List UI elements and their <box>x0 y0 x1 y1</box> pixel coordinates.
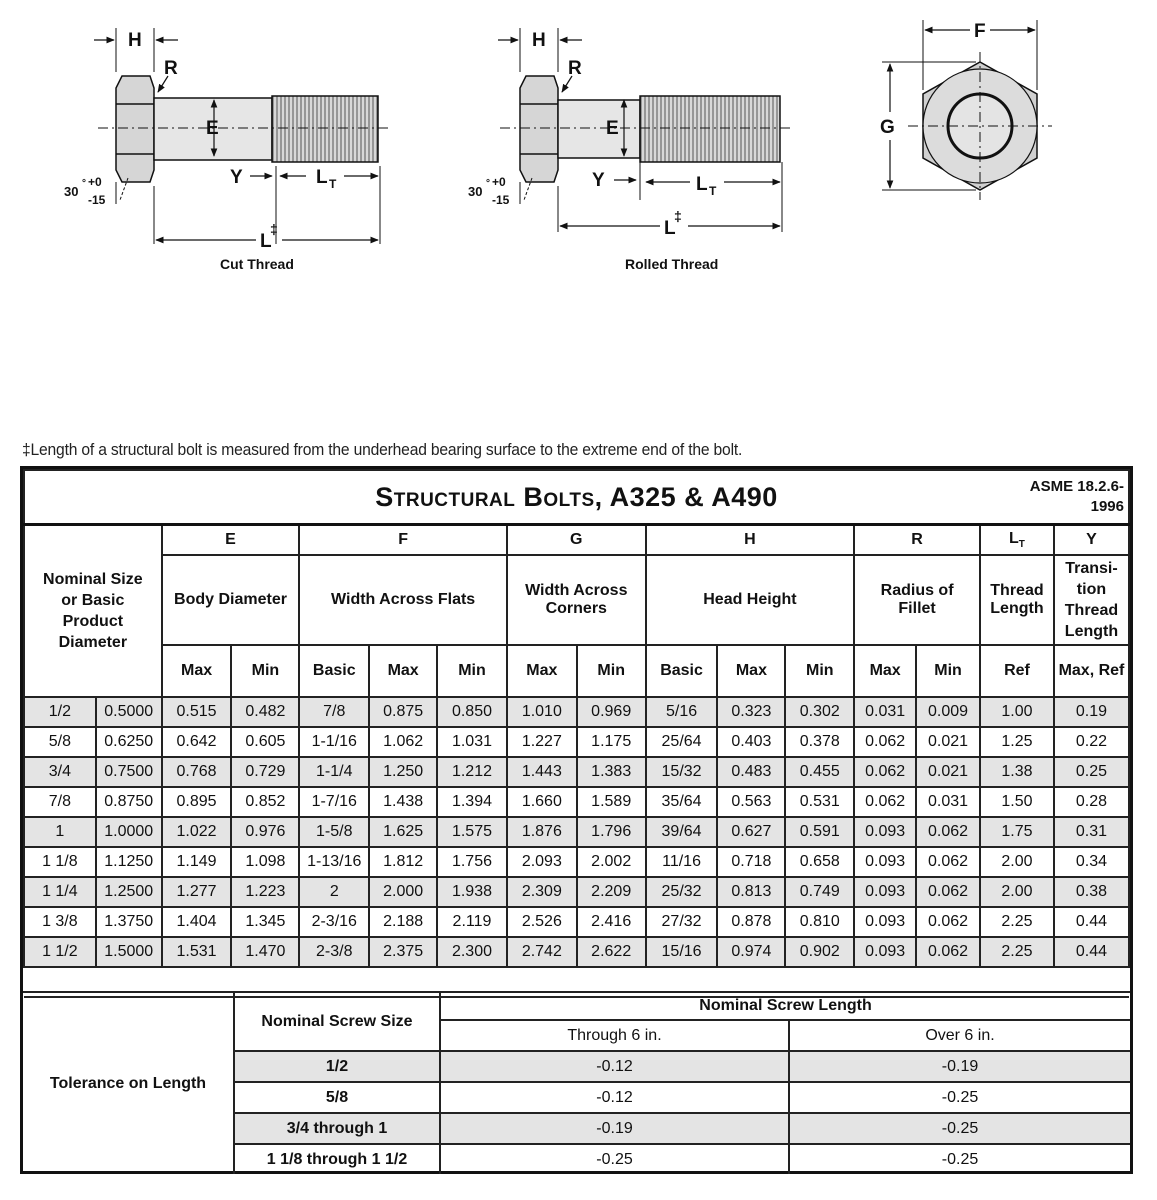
table-cell: 1.3750 <box>96 907 162 937</box>
table-cell: 27/32 <box>646 907 718 937</box>
table-title: Structural Bolts, A325 & A490 <box>375 481 778 512</box>
group-name-head-height: Head Height <box>646 555 855 645</box>
label-LT-rolled: L <box>696 174 708 195</box>
table-cell: 1.149 <box>162 847 232 877</box>
label-H-rolled: H <box>532 30 546 51</box>
table-cell: 1.404 <box>162 907 232 937</box>
table-cell: 7/8 <box>24 787 96 817</box>
table-cell: 1 1/4 <box>24 877 96 907</box>
table-cell: 0.718 <box>717 847 785 877</box>
subheader-cell: Basic <box>299 645 369 697</box>
table-cell: 0.605 <box>231 727 299 757</box>
table-cell: 1.1250 <box>96 847 162 877</box>
table-cell: 0.5000 <box>96 697 162 727</box>
table-cell: 0.093 <box>854 937 916 967</box>
label-L-sup-rolled: ‡ <box>674 208 682 224</box>
caption-rolled-thread: Rolled Thread <box>625 256 719 272</box>
table-cell: 1.394 <box>437 787 507 817</box>
label-LT-sub-rolled: T <box>709 184 717 198</box>
table-cell: 2.119 <box>437 907 507 937</box>
label-L-cut: L <box>260 231 272 252</box>
table-cell: 2.622 <box>577 937 646 967</box>
table-cell: 15/32 <box>646 757 718 787</box>
tolerance-value-cell: -0.12 <box>440 1051 789 1082</box>
table-cell: 0.25 <box>1054 757 1129 787</box>
tolerance-value-cell: -0.25 <box>789 1113 1130 1144</box>
table-row <box>24 937 1129 967</box>
label-tol-plus-cut: +0 <box>88 175 102 189</box>
label-Y-cut: Y <box>230 167 243 188</box>
table-cell: 7/8 <box>299 697 369 727</box>
table-cell: 1.50 <box>980 787 1054 817</box>
subheader-cell: Min <box>231 645 299 697</box>
table-cell: 0.28 <box>1054 787 1129 817</box>
table-cell: 1.531 <box>162 937 232 967</box>
table-cell: 0.093 <box>854 847 916 877</box>
table-row <box>24 847 1129 877</box>
table-cell: 0.875 <box>369 697 437 727</box>
table-cell: 1.938 <box>437 877 507 907</box>
table-cell: 0.878 <box>717 907 785 937</box>
group-name-width-across-corners: Width Across Corners <box>507 555 646 645</box>
subheader-cell: Max <box>717 645 785 697</box>
subheader-cell: Max <box>369 645 437 697</box>
asme-standard <box>1030 477 1124 517</box>
table-cell: 1.0000 <box>96 817 162 847</box>
table-cell: 0.38 <box>1054 877 1129 907</box>
tolerance-table <box>23 991 1130 1174</box>
table-cell: 0.062 <box>916 937 980 967</box>
table-cell: 0.850 <box>437 697 507 727</box>
label-LT-cut: L <box>316 167 328 188</box>
label-E-rolled: E <box>606 118 619 139</box>
table-cell: 0.813 <box>717 877 785 907</box>
table-cell: 1.443 <box>507 757 577 787</box>
table-cell: 1 3/8 <box>24 907 96 937</box>
group-letter-R: R <box>854 525 980 555</box>
table-cell: 0.093 <box>854 877 916 907</box>
table-cell: 1.756 <box>437 847 507 877</box>
table-cell: 1.625 <box>369 817 437 847</box>
label-H-cut: H <box>128 30 142 51</box>
table-cell: 0.591 <box>785 817 854 847</box>
table-cell: 0.902 <box>785 937 854 967</box>
label-L-rolled: L <box>664 218 676 239</box>
table-cell: 2.25 <box>980 937 1054 967</box>
label-deg-rolled: ° <box>486 178 490 189</box>
group-name-radius-of-fillet: Radius of Fillet <box>854 555 980 645</box>
tolerance-value-cell: -0.25 <box>789 1082 1130 1113</box>
tolerance-size-cell: 1/2 <box>234 1051 440 1082</box>
table-cell: 1-7/16 <box>299 787 369 817</box>
table-cell: 2 <box>299 877 369 907</box>
subheader-cell: Max, Ref <box>1054 645 1129 697</box>
table-cell: 0.19 <box>1054 697 1129 727</box>
subheader-cell: Max <box>507 645 577 697</box>
group-letter-E: E <box>162 525 300 555</box>
table-title-cell <box>24 470 1129 525</box>
table-cell: 0.852 <box>231 787 299 817</box>
subheader-cell: Ref <box>980 645 1054 697</box>
label-tol-plus-rolled: +0 <box>492 175 506 189</box>
table-cell: 0.062 <box>916 817 980 847</box>
table-cell: 0.810 <box>785 907 854 937</box>
table-cell: 1-5/8 <box>299 817 369 847</box>
table-cell: 5/16 <box>646 697 718 727</box>
table-cell: 1-1/4 <box>299 757 369 787</box>
table-cell: 0.6250 <box>96 727 162 757</box>
table-cell: 1.2500 <box>96 877 162 907</box>
tolerance-value-cell: -0.19 <box>789 1051 1130 1082</box>
label-tol-minus-cut: -15 <box>88 193 106 207</box>
table-cell: 1.022 <box>162 817 232 847</box>
table-cell: 0.062 <box>916 877 980 907</box>
table-cell: 1-1/16 <box>299 727 369 757</box>
label-E-cut: E <box>206 118 219 139</box>
subheader-cell: Max <box>854 645 916 697</box>
table-cell: 0.093 <box>854 817 916 847</box>
nominal-screw-length-header: Nominal Screw Length <box>440 992 1130 1020</box>
table-row <box>24 697 1129 727</box>
cut-thread-bolt <box>94 28 392 244</box>
table-cell: 1.250 <box>369 757 437 787</box>
table-cell: 0.44 <box>1054 937 1129 967</box>
group-letter-H: H <box>646 525 855 555</box>
tolerance-value-cell: -0.19 <box>440 1113 789 1144</box>
table-body <box>24 697 1129 967</box>
table-cell: 0.093 <box>854 907 916 937</box>
table-cell: 2.093 <box>507 847 577 877</box>
tolerance-size-cell: 3/4 through 1 <box>234 1113 440 1144</box>
table-cell: 1.010 <box>507 697 577 727</box>
hex-head-view <box>882 20 1052 200</box>
tolerance-label: Tolerance on Length <box>23 992 234 1174</box>
table-cell: 1.175 <box>577 727 646 757</box>
label-deg-cut: ° <box>82 178 86 189</box>
table-cell: 1.575 <box>437 817 507 847</box>
table-cell: 0.031 <box>854 697 916 727</box>
table-cell: 0.323 <box>717 697 785 727</box>
table-cell: 2.526 <box>507 907 577 937</box>
subheader-cell: Max <box>162 645 232 697</box>
table-cell: 1.796 <box>577 817 646 847</box>
table-cell: 0.22 <box>1054 727 1129 757</box>
table-cell: 2-3/16 <box>299 907 369 937</box>
length-footnote: ‡Length of a structural bolt is measured from the underhead bearing surface to the extreme end of the bolt. <box>22 440 743 459</box>
subheader-cell: Basic <box>646 645 718 697</box>
nominal-size-header: Nominal Size or Basic Product Diameter <box>24 525 162 697</box>
label-R-rolled: R <box>568 58 582 79</box>
table-cell: 0.531 <box>785 787 854 817</box>
group-name-thread-length: Thread Length <box>980 555 1054 645</box>
table-cell: 1 1/2 <box>24 937 96 967</box>
table-cell: 2.209 <box>577 877 646 907</box>
table-cell: 1.660 <box>507 787 577 817</box>
bolt-diagrams <box>0 0 1157 300</box>
table-cell: 1.031 <box>437 727 507 757</box>
table-cell: 0.062 <box>916 847 980 877</box>
table-cell: 2.188 <box>369 907 437 937</box>
tolerance-value-cell: -0.25 <box>789 1144 1130 1174</box>
table-cell: 0.302 <box>785 697 854 727</box>
subheader-cell: Min <box>577 645 646 697</box>
label-angle-cut: 30 <box>64 184 79 199</box>
table-cell: 0.974 <box>717 937 785 967</box>
table-cell: 1.062 <box>369 727 437 757</box>
label-Y-rolled: Y <box>592 170 605 191</box>
group-letter-LT: $L_T$ <box>980 525 1054 555</box>
table-cell: 1.876 <box>507 817 577 847</box>
label-F: F <box>974 21 986 42</box>
table-cell: 1.38 <box>980 757 1054 787</box>
table-cell: 1.345 <box>231 907 299 937</box>
table-row <box>24 727 1129 757</box>
table-cell: 0.062 <box>854 727 916 757</box>
label-G: G <box>880 117 895 138</box>
table-cell: 0.969 <box>577 697 646 727</box>
table-cell: 0.768 <box>162 757 232 787</box>
table-cell: 0.8750 <box>96 787 162 817</box>
table-cell: 1.5000 <box>96 937 162 967</box>
table-cell: 0.729 <box>231 757 299 787</box>
tolerance-size-cell: 5/8 <box>234 1082 440 1113</box>
through-6-header: Through 6 in. <box>440 1020 789 1051</box>
table-cell: 0.563 <box>717 787 785 817</box>
table-row <box>24 817 1129 847</box>
table-cell: 0.062 <box>854 757 916 787</box>
group-letter-G: G <box>507 525 646 555</box>
table-cell: 2.25 <box>980 907 1054 937</box>
table-cell: 2.00 <box>980 847 1054 877</box>
table-cell: 0.749 <box>785 877 854 907</box>
caption-cut-thread: Cut Thread <box>220 256 294 272</box>
label-L-sup-cut: ‡ <box>270 221 278 237</box>
table-cell: 0.515 <box>162 697 232 727</box>
label-angle-rolled: 30 <box>468 184 483 199</box>
table-cell: 0.34 <box>1054 847 1129 877</box>
table-cell: 0.976 <box>231 817 299 847</box>
table-cell: 1 <box>24 817 96 847</box>
table-cell: 2.002 <box>577 847 646 877</box>
table-cell: 11/16 <box>646 847 718 877</box>
table-row <box>24 787 1129 817</box>
table-cell: 3/4 <box>24 757 96 787</box>
subheader-cell: Min <box>916 645 980 697</box>
table-cell: 1.277 <box>162 877 232 907</box>
group-name-width-across-flats: Width Across Flats <box>299 555 507 645</box>
nominal-screw-size-header: Nominal Screw Size <box>234 992 440 1051</box>
label-tol-minus-rolled: -15 <box>492 193 510 207</box>
tolerance-value-cell: -0.12 <box>440 1082 789 1113</box>
group-letter-F: F <box>299 525 507 555</box>
table-cell: 35/64 <box>646 787 718 817</box>
table-cell: 1.589 <box>577 787 646 817</box>
table-cell: 1.812 <box>369 847 437 877</box>
structural-bolts-table-frame <box>20 466 1133 1174</box>
group-name-transition-thread-length: Transi-tion Thread Length <box>1054 555 1129 645</box>
table-cell: 2-3/8 <box>299 937 369 967</box>
table-cell: 0.44 <box>1054 907 1129 937</box>
table-cell: 1.438 <box>369 787 437 817</box>
table-cell: 1.470 <box>231 937 299 967</box>
asme-line-2: 1996 <box>1090 498 1124 515</box>
table-cell: 0.482 <box>231 697 299 727</box>
table-cell: 1.75 <box>980 817 1054 847</box>
subheader-cell: Min <box>785 645 854 697</box>
label-LT-sub-cut: T <box>329 177 337 191</box>
label-R-cut: R <box>164 58 178 79</box>
table-cell: 2.300 <box>437 937 507 967</box>
group-letter-Y: Y <box>1054 525 1129 555</box>
table-cell: 0.062 <box>916 907 980 937</box>
table-cell: 0.062 <box>854 787 916 817</box>
table-cell: 5/8 <box>24 727 96 757</box>
table-row <box>24 907 1129 937</box>
table-cell: 0.009 <box>916 697 980 727</box>
table-cell: 1.25 <box>980 727 1054 757</box>
group-name-body-diameter: Body Diameter <box>162 555 300 645</box>
table-cell: 0.627 <box>717 817 785 847</box>
table-cell: 1.098 <box>231 847 299 877</box>
table-cell: 2.309 <box>507 877 577 907</box>
subheader-row <box>24 645 1129 697</box>
table-cell: 1.00 <box>980 697 1054 727</box>
table-cell: 0.021 <box>916 757 980 787</box>
tolerance-size-cell: 1 1/8 through 1 1/2 <box>234 1144 440 1174</box>
table-row <box>24 757 1129 787</box>
table-cell: 2.416 <box>577 907 646 937</box>
table-cell: 0.378 <box>785 727 854 757</box>
table-cell: 39/64 <box>646 817 718 847</box>
table-cell: 0.403 <box>717 727 785 757</box>
table-cell: 1.212 <box>437 757 507 787</box>
table-cell: 1/2 <box>24 697 96 727</box>
table-cell: 0.021 <box>916 727 980 757</box>
tolerance-value-cell: -0.25 <box>440 1144 789 1174</box>
table-cell: 1.383 <box>577 757 646 787</box>
table-cell: 2.742 <box>507 937 577 967</box>
subheader-cell: Min <box>437 645 507 697</box>
table-cell: 25/32 <box>646 877 718 907</box>
table-cell: 1.227 <box>507 727 577 757</box>
table-cell: 1-13/16 <box>299 847 369 877</box>
table-cell: 2.375 <box>369 937 437 967</box>
table-cell: 1 1/8 <box>24 847 96 877</box>
structural-bolts-table <box>23 469 1130 998</box>
table-cell: 1.223 <box>231 877 299 907</box>
asme-line-1: ASME 18.2.6- <box>1029 478 1124 495</box>
over-6-header: Over 6 in. <box>789 1020 1130 1051</box>
table-cell: 0.483 <box>717 757 785 787</box>
table-cell: 0.895 <box>162 787 232 817</box>
table-row <box>24 877 1129 907</box>
table-cell: 0.642 <box>162 727 232 757</box>
table-cell: 2.00 <box>980 877 1054 907</box>
rolled-thread-bolt <box>498 28 794 232</box>
table-cell: 0.455 <box>785 757 854 787</box>
table-cell: 0.658 <box>785 847 854 877</box>
table-cell: 0.31 <box>1054 817 1129 847</box>
table-cell: 25/64 <box>646 727 718 757</box>
table-cell: 15/16 <box>646 937 718 967</box>
table-cell: 2.000 <box>369 877 437 907</box>
table-cell: 0.031 <box>916 787 980 817</box>
table-cell: 0.7500 <box>96 757 162 787</box>
